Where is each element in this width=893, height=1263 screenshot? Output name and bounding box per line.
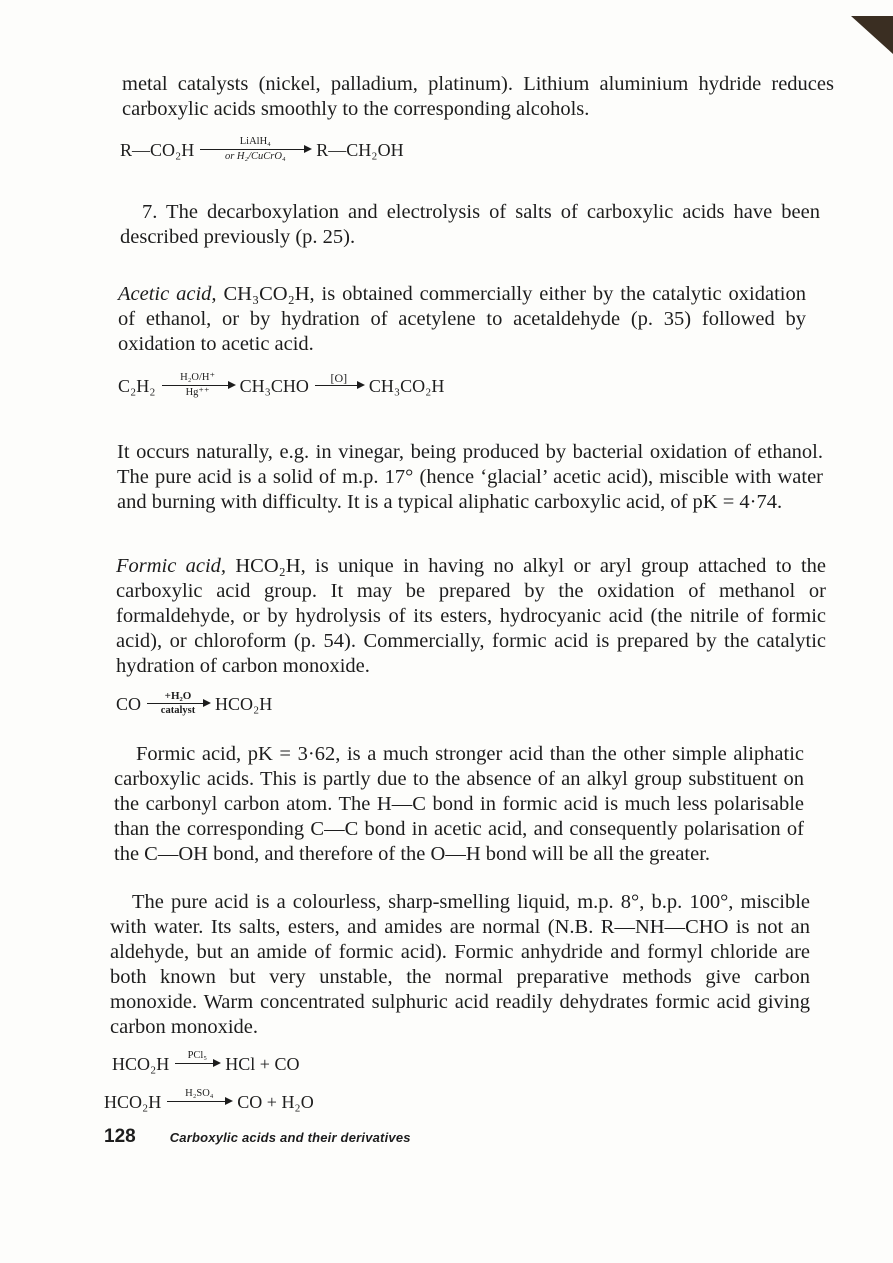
equation-pcl5-reaction xyxy=(112,1050,299,1077)
eq2-intermediate: CH₃CHO xyxy=(239,375,309,396)
eq4-products: HCl + CO xyxy=(225,1053,300,1074)
eq1-product: R—CH₂OH xyxy=(316,139,404,160)
eq1-reactant: R—CO₂H xyxy=(120,139,195,160)
arrow-reagent: PCl₅ xyxy=(187,1050,207,1061)
paragraph-decarboxylation xyxy=(120,200,820,250)
eq2-product: CH₃CO₂H xyxy=(368,375,445,396)
eq5-reactant: HCO₂H xyxy=(104,1091,162,1112)
equation-sulphuric-dehydration xyxy=(104,1088,314,1115)
paragraph-formic-acidity xyxy=(114,742,804,867)
paragraph-formic-properties xyxy=(110,890,810,1040)
reaction-arrow xyxy=(162,372,234,399)
arrow-reagent: LiAlH₄ xyxy=(239,136,271,147)
paragraph-formic-properties-text: The pure acid is a colourless, sharp-smelling liquid, m.p. 8°, b.p. 100°, miscible with water. Its salts, esters, and amides are normal (N.B. R—NH—CHO is not an aldehyde, but an amide of formic acid). Formic anhydride and formyl chloride are both known but very unstable, the normal preparative methods give carbon monoxide. Warm concentrated sulphuric acid readily dehydrates formic acid giving carbon monoxide. xyxy=(110,891,810,1038)
equation-co-hydration xyxy=(116,690,272,717)
reaction-arrow xyxy=(200,136,310,163)
paragraph-acetic-acid-text: CH₃CO₂H, is obtained commercially either by the catalytic oxidation of ethanol, or by hydration of acetylene to acetaldehyde (p. 35) followed by oxidation to acetic acid. xyxy=(118,283,806,355)
term-acetic-acid: Acetic acid, xyxy=(118,283,217,305)
arrow-alt-reagent: or H₂/CuCrO₄ xyxy=(224,151,286,162)
arrow-reagent: H₂SO₄ xyxy=(185,1088,214,1099)
paragraph-formic-acid-text: HCO₂H, is unique in having no alkyl or aryl group attached to the carboxylic acid group. It may be prepared by the oxidation of methanol or formaldehyde, or by hydrolysis of its esters, hydrocyanic acid (the nitrile of formic acid), or chloroform (p. 54). Commercially, formic acid is prepared by the catalytic hydration of carbon monoxide. xyxy=(116,555,826,677)
reaction-arrow xyxy=(175,1050,219,1077)
paragraph-acetic-properties: It occurs naturally, e.g. in vinegar, being produced by bacterial oxidation of ethanol. The pure acid is a solid of m.p. 17° (hence ‘glacial’ acetic acid), miscible with water and burning with difficulty. It is a typical aliphatic carboxylic acid, of pK = 4·74. xyxy=(117,441,823,513)
page-footer xyxy=(104,1126,411,1148)
arrow-oxidant: [O] xyxy=(330,371,348,385)
eq3-reactant: CO xyxy=(116,693,142,714)
paragraph-acetic-acid xyxy=(118,282,806,357)
equation-lialh4-reduction xyxy=(120,136,404,163)
arrow-reagent: H₂O/H⁺ xyxy=(180,372,215,383)
paragraph-formic-acid xyxy=(116,554,826,679)
reaction-arrow xyxy=(315,372,363,399)
paragraph-formic-acidity-text: Formic acid, pK = 3·62, is a much stronger acid than the other simple aliphatic carboxylic acids. This is partly due to the absence of an alkyl group substituent on the carbonyl carbon atom. The H—C bond in formic acid is much less polarisable than the corresponding C—C bond in acetic acid, and consequently polarisation of the C—OH bond, and therefore of the O—H bond will be all the greater. xyxy=(114,743,804,865)
reaction-arrow xyxy=(167,1088,231,1115)
eq2-reactant: C₂H₂ xyxy=(118,375,156,396)
paragraph-reduction: metal catalysts (nickel, palladium, platinum). Lithium aluminium hydride reduces carboxylic acids smoothly to the corresponding alcohols. xyxy=(122,73,834,120)
arrow-reagent: +H₂O xyxy=(164,690,192,702)
reaction-arrow xyxy=(147,690,209,717)
eq3-product: HCO₂H xyxy=(215,693,273,714)
paragraph-decarboxylation-text: 7. The decarboxylation and electrolysis of salts of carboxylic acids have been described previously (p. 25). xyxy=(120,201,820,248)
arrow-catalyst: Hg⁺⁺ xyxy=(185,387,210,398)
arrow-catalyst: catalyst xyxy=(160,705,196,716)
term-formic-acid: Formic acid, xyxy=(116,555,227,577)
eq4-reactant: HCO₂H xyxy=(112,1053,170,1074)
page-number: 128 xyxy=(104,1126,136,1147)
eq5-products: CO + H₂O xyxy=(237,1091,314,1112)
equation-acetylene-hydration xyxy=(118,372,444,399)
running-title: Carboxylic acids and their derivatives xyxy=(169,1130,411,1145)
